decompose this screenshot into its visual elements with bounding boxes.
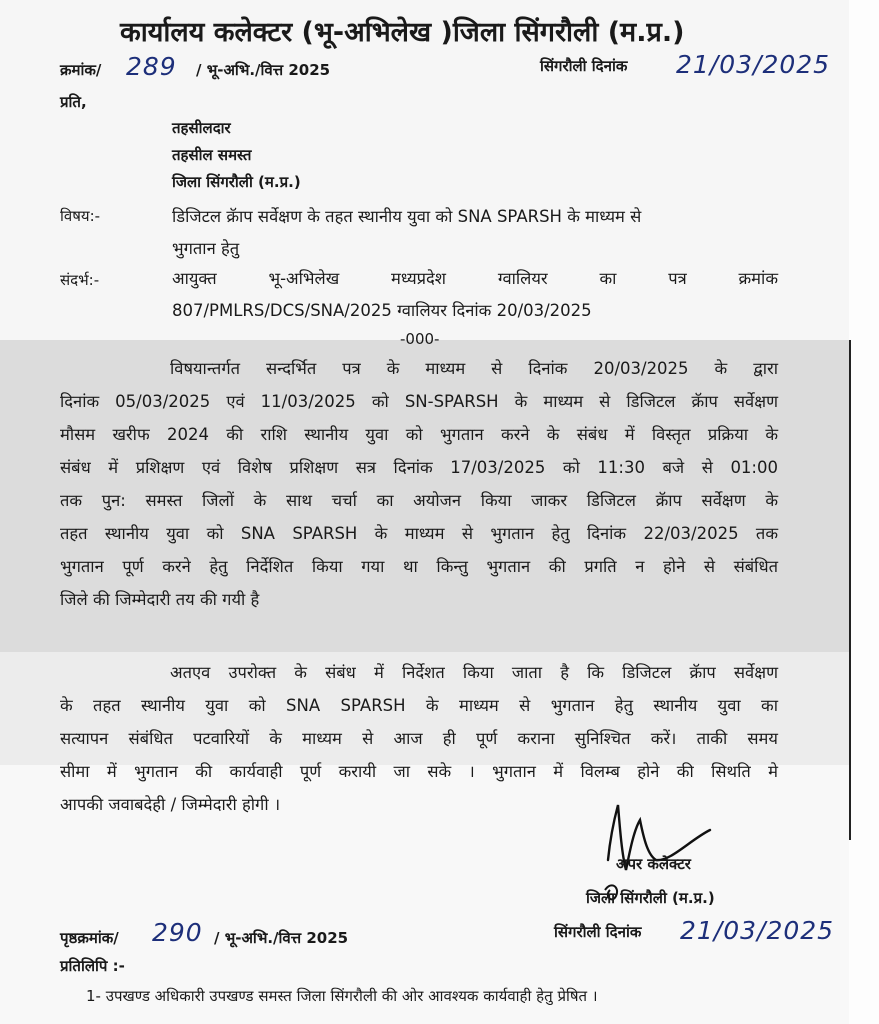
paragraph-line: तहत स्थानीय युवा को SNA SPARSH के माध्यम से भुगतान हेतु दिनांक 22/03/2025 तक xyxy=(60,524,778,543)
signatory-district: जिला सिंगरौली (म.प्र.) xyxy=(586,889,715,907)
endorsement-number-handwritten: 290 xyxy=(152,918,203,947)
recipient-line: जिला सिंगरौली (म.प्र.) xyxy=(172,173,301,191)
separator: -000- xyxy=(400,330,440,348)
reference-date-label: सिंगरौली दिनांक xyxy=(540,57,628,75)
paragraph-1 xyxy=(60,352,778,616)
recipient-line: तहसीलदार xyxy=(172,119,231,137)
office-title: कार्यालय कलेक्टर (भू-अभिलेख )जिला सिंगरौली (म.प्र.) xyxy=(120,17,685,48)
signatory-designation: अपर कलेक्टर xyxy=(616,855,691,873)
endorsement-label: पृष्ठक्रमांक/ xyxy=(60,929,119,947)
reference-suffix: / भू-अभि./वित्त 2025 xyxy=(196,61,331,79)
paragraph-line: संबंध में प्रशिक्षण एवं विशेष प्रशिक्षण सत्र दिनांक 17/03/2025 को 11:30 बजे से 01:00 xyxy=(60,458,778,477)
paragraph-2 xyxy=(60,656,778,821)
paragraph-line: भुगतान पूर्ण करने हेतु निर्देशित किया गया था किन्तु भुगतान की प्रगति न होने से संबंधित xyxy=(60,557,778,576)
page-edge xyxy=(849,0,879,1024)
endorsement-date-label: सिंगरौली दिनांक xyxy=(554,923,642,941)
sandarbh-line: आयुक्त भू-अभिलेख मध्यप्रदेश ग्वालियर का पत्र क्रमांक xyxy=(172,269,778,288)
subject-label: विषय:- xyxy=(60,207,101,225)
pratilipi-label: प्रतिलिपि :- xyxy=(60,957,125,975)
paragraph-line: विषयान्तर्गत सन्दर्भित पत्र के माध्यम से दिनांक 20/03/2025 के द्वारा xyxy=(170,359,778,378)
sandarbh-line: 807/PMLRS/DCS/SNA/2025 ग्वालियर दिनांक 20/03/2025 xyxy=(172,301,592,320)
endorsement-suffix: / भू-अभि./वित्त 2025 xyxy=(214,929,349,947)
paragraph-line: सीमा में भुगतान की कार्यवाही पूर्ण करायी जा सके । भुगतान में विलम्ब होने की सिथति मे xyxy=(60,762,778,781)
endorsement-date-handwritten: 21/03/2025 xyxy=(680,916,835,945)
paragraph-line: दिनांक 05/03/2025 एवं 11/03/2025 को SN-SPARSH के माध्यम से डिजिटल क्रॅाप सर्वेक्षण xyxy=(60,392,778,411)
paragraph-line: आपकी जवाबदेही / जिम्मेदारी होगी । xyxy=(60,795,281,814)
paragraph-line: अतएव उपरोक्त के संबंध में निर्देशत किया जाता है कि डिजिटल क्रॅाप सर्वेक्षण xyxy=(170,663,778,682)
paragraph-line: सत्यापन संबंधित पटवारियों के माध्यम से आज ही पूर्ण कराना सुनिश्चित करें। ताकी समय xyxy=(60,729,778,748)
reference-sandarbh-label: संदर्भ:- xyxy=(60,271,100,289)
reference-date-handwritten: 21/03/2025 xyxy=(676,50,831,79)
page-edge-line xyxy=(849,340,851,840)
paragraph-line: तक पुन: समस्त जिलों के साथ चर्चा का अयोजन किया जाकर डिजिटल क्रॅाप सर्वेक्षण के xyxy=(60,491,778,510)
recipient-line: तहसील समस्त xyxy=(172,146,252,164)
subject-line: डिजिटल क्रॅाप सर्वेक्षण के तहत स्थानीय युवा को SNA SPARSH के माध्यम से xyxy=(172,207,642,226)
reference-label: क्रमांक/ xyxy=(60,61,102,79)
paragraph-line: जिले की जिम्मेदारी तय की गयी है xyxy=(60,590,260,609)
prati-label: प्रति, xyxy=(60,93,87,111)
reference-number-handwritten: 289 xyxy=(126,52,177,81)
paragraph-line: के तहत स्थानीय युवा को SNA SPARSH के माध्यम से भुगतान हेतु स्थानीय युवा का xyxy=(60,696,778,715)
copy-item: 1- उपखण्ड अधिकारी उपखण्ड समस्त जिला सिंगरौली की ओर आवश्यक कार्यवाही हेतु प्रेषित । xyxy=(86,987,598,1005)
paragraph-line: मौसम खरीफ 2024 की राशि स्थानीय युवा को भुगतान करने के संबंध में विस्तृत प्रक्रिया के xyxy=(60,425,778,444)
subject-line: भुगतान हेतु xyxy=(172,239,240,258)
